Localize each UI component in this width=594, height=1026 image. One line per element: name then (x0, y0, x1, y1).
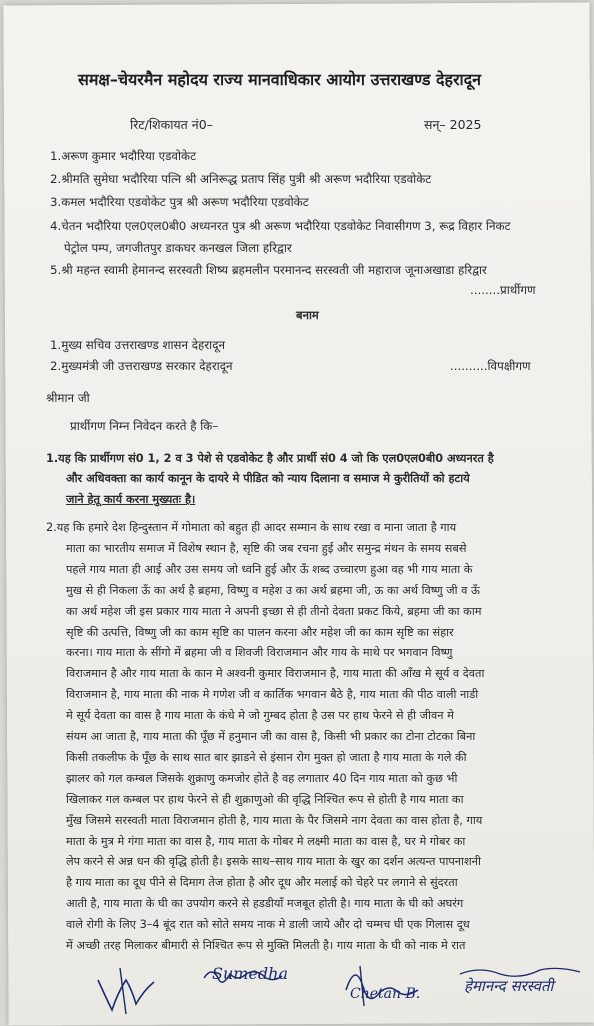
petitioner-4-address: पेट्रोल पम्प, जगजीतपुर डाकघर कनखल जिला हरिद्वार (64, 241, 292, 255)
para2-line-19: आती है, गाय माता के घी का उपयोग करने से हडडीयाँ मजबूत होती है। गाय माता के घी को अघरंग (66, 897, 464, 911)
petitioner-2: 2.श्रीमति सुमेघा भदौरिया पत्नि श्री अनिरूद्ध प्रताप सिंह पुत्री श्री अरूण भदौरिया एडवोकेट (50, 172, 432, 186)
para2-line-18: है गाय माता का दूध पीने से दिमाग तेज होता है और दूध और मलाई को चेहरे पर लगाने से सुंदरता (66, 876, 458, 890)
salutation: श्रीमान जी (46, 391, 90, 405)
para2-line-4: मुख से ही निकला ऊँ का अर्थ है ब्रहमा, विष्णु व महेश उ का अर्थ ब्रहमा जी, ऊ का अर्थ विष्णु जी व ऊँ (66, 583, 480, 597)
signature-3: Chetan B. (350, 986, 421, 1002)
intro-line: प्रार्थीगण निम्न निवेदन करते है कि– (70, 419, 219, 433)
respondents-label: ..........विपक्षीगण (450, 359, 531, 373)
para2-line-8: विराजमान है और गाय माता के कान मे अश्वनी कुमार विराजमान है, गाय माता की आँख मे सूर्य व देवता (66, 667, 485, 681)
reference-year: सन्– 2025 (424, 117, 482, 132)
para2-line-1: 2.यह कि हमारे देश हिन्दुस्तान में गोमाता को बहुत ही आदर सम्मान के साथ रखा व माना जाता है गाय (46, 521, 457, 534)
para2-line-6: सृष्टि की उत्पत्ति, विष्णु जी का काम सृष्टि का पालन करना और महेश जी का काम सृष्टि का संहार (66, 625, 454, 639)
petitioner-3: 3.कमल भदौरिया एडवोकेट पुत्र श्री अरूण भदौरिया एडवोकेट (50, 195, 309, 209)
para2-line-11: संयम आ जाता है, गाय माता की पूँछ में हनुमान जी का वास है, किसी भी प्रकार का टोना टोटका बिना (66, 730, 476, 743)
petitioners-label: ........प्रार्थीगण (470, 283, 536, 297)
petitioner-5: 5.श्री महन्त स्वामी हेमानन्द सरस्वती शिष्य ब्रहमलीन परमानन्द सरस्वती जी महाराज जूनाअखाडा हरिद्वार (50, 263, 487, 277)
para2-line-9: विराजमान है, गाय माता की नाक मे गणेश जी व कार्तिक भगवान बैठे है, गाय माता की पीठ वाली नाडी (66, 688, 479, 702)
signature-2: Sumedha (212, 964, 288, 983)
para2-line-15: मुँख जिसमे सरस्वती माता विराजमान होती है, गाय माता के पैर जिसमे नाग देवता का वास होता है, गाय (66, 813, 483, 827)
para2-line-21: में अच्छी तरह मिलाकर बीमारी से निश्चित रूप से मुक्ति मिलती है। गाय माता के घी को नाक मे रात (66, 939, 466, 952)
para2-line-3: पहले गाय माता ही आई और उस समय जो ध्वनि हुई और ऊँ शब्द उच्चारण हुआ वह भी गाय माता के (66, 562, 473, 576)
signature-4: हेमानन्द सरस्वती (464, 977, 554, 995)
para2-line-5: का अर्थ महेश जी इस प्रकार गाय माता ने अपनी इच्छा से ही तीनो देवता प्रकट किये, ब्रहमा जी का काम (66, 604, 482, 618)
document-title: समक्ष–चेयरमैन महोदय राज्य मानवाधिकार आयोग उत्तराखण्ड देहरादून (78, 70, 482, 89)
petitioner-1: 1.अरूण कुमार भदौरिया एडवोकेट (50, 149, 197, 163)
respondent-1: 1.मुख्य सचिव उत्तराखण्ड शासन देहरादून (50, 338, 226, 352)
signature-row (0, 950, 594, 1024)
para2-line-16: माता के मुत्र मे गंगा माता का वास है, गाय माता के गोबर मे लक्ष्मी माता का वास है, घर मे गोबर का (66, 834, 466, 848)
para2-line-20: वाले रोगी के लिए 3–4 बूंद रात को सोते समय नाक मे डाली जाये और दो चम्मच घी एक गिलास दूध (66, 918, 470, 932)
para2-line-10: मे सूर्य देवता का वास है गाय माता के कंधे मे जो गुम्बद होता है उस पर हाथ फेरने से ही जीवन मे (66, 709, 454, 723)
para2-line-12: किसी तकलीफ के पूँछ के साथ सात बार झाडने से इंसान रोग मुक्त हो जाता है गाय माता के गले की (66, 750, 467, 764)
para2-line-7: करना। गाय माता के सींगो में ब्रहमा जी व शिवजी विराजमान और गाय के माथे पर भगवान विष्णु (66, 646, 453, 660)
petitioner-4: 4.चेतन भदौरिया एल0एल0बी0 अध्यनरत पुत्र श्री अरूण भदौरिया एडवोकेट निवासीगण 3, रूद्र विहार निकट (50, 219, 511, 233)
respondent-2: 2.मुख्यमंत्री जी उत्तराखण्ड सरकार देहरादून (50, 359, 233, 373)
para1-line-2: और अधिवक्ता का कार्य कानून के दायरे मे पीडित को न्याय दिलाना व समाज मे कुरीतियों को हटाये (66, 472, 470, 485)
para1-line-1: 1.यह कि प्रार्थीगण सं0 1, 2 व 3 पेशे से एडवोकेट है और प्रार्थी सं0 4 जो कि एल0एल0बी0 अध्यनरत है (46, 452, 494, 465)
para2-line-2: माता का भारतीय समाज में विशेष स्थान है, सृष्टि की जब रचना हुई और समुन्द्र मंथन के समय सबसे (66, 541, 467, 555)
reference-number: रिट/शिकायत नं0– (130, 117, 213, 132)
para2-line-14: खिलाकर गल कम्बल पर हाथ फेरने से ही शुक्राणुओ की वृद्धि निश्चित रूप से होती है गाय माता का (66, 792, 464, 806)
versus-heading: बनाम (296, 308, 319, 322)
para2-line-13: झालर को गल कम्बल जिसके शुक्राणु कमजोर होते है वह लगातार 40 दिन गाय माता को कुछ भी (66, 771, 458, 785)
para2-line-17: लेप करने से अन्न धन की वृद्धि होती है। इसके साथ–साथ गाय माता के खुर का दर्शन अत्यन्त पापनाशनी (66, 855, 481, 869)
para1-line-3: जाने हेतू कार्य करना मुख्यतः है। (66, 493, 196, 506)
